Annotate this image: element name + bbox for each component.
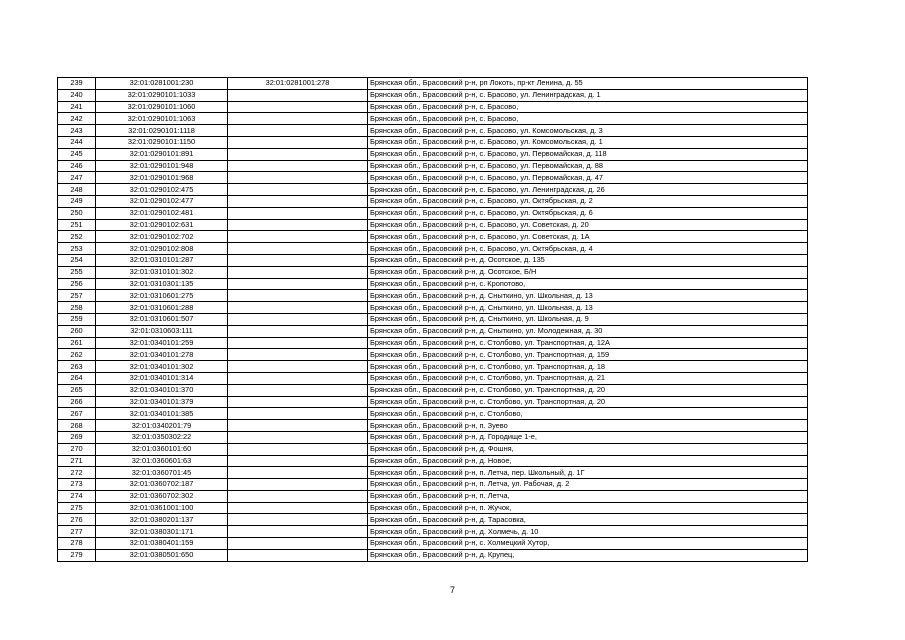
address-cell: Брянская обл., Брасовский р-н, с. Столбово, ул. Транспортная, д. 159 [368, 349, 808, 361]
address-cell: Брянская обл., Брасовский р-н, д. Сныткино, ул. Школьная, д. 9 [368, 313, 808, 325]
address-cell: Брянская обл., Брасовский р-н, с. Холмецкий Хутор, [368, 538, 808, 550]
cadastral-number-cell: 32:01:0310101:287 [96, 254, 228, 266]
address-cell: Брянская обл., Брасовский р-н, с. Столбово, ул. Транспортная, д. 20 [368, 384, 808, 396]
row-number-cell: 245 [58, 148, 96, 160]
row-number-cell: 243 [58, 125, 96, 137]
row-number-cell: 268 [58, 420, 96, 432]
parent-cadastral-number-cell [228, 136, 368, 148]
table-row [58, 408, 808, 420]
cadastral-number-cell: 32:01:0360702:302 [96, 490, 228, 502]
cadastral-number-cell: 32:01:0310603:111 [96, 325, 228, 337]
parent-cadastral-number-cell: 32:01:0281001:278 [228, 78, 368, 90]
cadastral-number-cell: 32:01:0310301:135 [96, 278, 228, 290]
cadastral-number-cell: 32:01:0340101:302 [96, 361, 228, 373]
parent-cadastral-number-cell [228, 172, 368, 184]
cadastral-number-cell: 32:01:0310101:302 [96, 266, 228, 278]
row-number-cell: 242 [58, 113, 96, 125]
parent-cadastral-number-cell [228, 443, 368, 455]
row-number-cell: 278 [58, 538, 96, 550]
parent-cadastral-number-cell [228, 313, 368, 325]
address-cell: Брянская обл., Брасовский р-н, с. Столбово, ул. Транспортная, д. 21 [368, 372, 808, 384]
parent-cadastral-number-cell [228, 184, 368, 196]
table-row [58, 231, 808, 243]
row-number-cell: 272 [58, 467, 96, 479]
cadastral-number-cell: 32:01:0380201:137 [96, 514, 228, 526]
table-row [58, 384, 808, 396]
address-cell: Брянская обл., Брасовский р-н, с. Брасово, ул. Советская, д. 1А [368, 231, 808, 243]
parent-cadastral-number-cell [228, 207, 368, 219]
table-row [58, 125, 808, 137]
property-table [57, 77, 808, 562]
cadastral-number-cell: 32:01:0380501:650 [96, 549, 228, 561]
parent-cadastral-number-cell [228, 113, 368, 125]
cadastral-number-cell: 32:01:0290102:475 [96, 184, 228, 196]
cadastral-number-cell: 32:01:0290101:891 [96, 148, 228, 160]
parent-cadastral-number-cell [228, 125, 368, 137]
row-number-cell: 265 [58, 384, 96, 396]
address-cell: Брянская обл., Брасовский р-н, д. Холмечь, д. 10 [368, 526, 808, 538]
table-row [58, 219, 808, 231]
address-cell: Брянская обл., Брасовский р-н, п. Летча, пер. Школьный, д. 1Г [368, 467, 808, 479]
table-row [58, 113, 808, 125]
table-row [58, 479, 808, 491]
table-row [58, 184, 808, 196]
parent-cadastral-number-cell [228, 431, 368, 443]
cadastral-number-cell: 32:01:0310601:507 [96, 313, 228, 325]
table-row [58, 349, 808, 361]
table-row [58, 101, 808, 113]
address-cell: Брянская обл., Брасовский р-н, д. Крупец, [368, 549, 808, 561]
parent-cadastral-number-cell [228, 479, 368, 491]
address-cell: Брянская обл., Брасовский р-н, с. Брасово, ул. Первомайская, д. 47 [368, 172, 808, 184]
row-number-cell: 276 [58, 514, 96, 526]
table-row [58, 278, 808, 290]
cadastral-number-cell: 32:01:0380401:159 [96, 538, 228, 550]
parent-cadastral-number-cell [228, 278, 368, 290]
parent-cadastral-number-cell [228, 490, 368, 502]
cadastral-number-cell: 32:01:0290102:631 [96, 219, 228, 231]
row-number-cell: 264 [58, 372, 96, 384]
cadastral-number-cell: 32:01:0310601:288 [96, 302, 228, 314]
parent-cadastral-number-cell [228, 384, 368, 396]
parent-cadastral-number-cell [228, 514, 368, 526]
cadastral-number-cell: 32:01:0360701:45 [96, 467, 228, 479]
address-cell: Брянская обл., Брасовский р-н, д. Городище 1-е, [368, 431, 808, 443]
row-number-cell: 267 [58, 408, 96, 420]
table-row [58, 313, 808, 325]
table-row [58, 172, 808, 184]
table-row [58, 136, 808, 148]
cadastral-number-cell: 32:01:0290102:477 [96, 195, 228, 207]
parent-cadastral-number-cell [228, 325, 368, 337]
row-number-cell: 274 [58, 490, 96, 502]
cadastral-number-cell: 32:01:0340101:314 [96, 372, 228, 384]
address-cell: Брянская обл., Брасовский р-н, д. Новое, [368, 455, 808, 467]
page-number: 7 [449, 585, 455, 595]
row-number-cell: 261 [58, 337, 96, 349]
table-row [58, 396, 808, 408]
cadastral-number-cell: 32:01:0340101:379 [96, 396, 228, 408]
cadastral-number-cell: 32:01:0290101:1063 [96, 113, 228, 125]
cadastral-number-cell: 32:01:0360601:63 [96, 455, 228, 467]
cadastral-number-cell: 32:01:0340101:385 [96, 408, 228, 420]
table-row [58, 549, 808, 561]
table-row [58, 78, 808, 90]
row-number-cell: 252 [58, 231, 96, 243]
table-row [58, 243, 808, 255]
row-number-cell: 244 [58, 136, 96, 148]
cadastral-number-cell: 32:01:0290102:702 [96, 231, 228, 243]
address-cell: Брянская обл., Брасовский р-н, с. Брасово, ул. Первомайская, д. 118 [368, 148, 808, 160]
address-cell: Брянская обл., Брасовский р-н, с. Брасово, ул. Первомайская, д. 88 [368, 160, 808, 172]
table-row [58, 502, 808, 514]
parent-cadastral-number-cell [228, 372, 368, 384]
table-row [58, 443, 808, 455]
row-number-cell: 266 [58, 396, 96, 408]
cadastral-number-cell: 32:01:0380301:171 [96, 526, 228, 538]
table-row [58, 467, 808, 479]
cadastral-number-cell: 32:01:0350302:22 [96, 431, 228, 443]
cadastral-number-cell: 32:01:0290101:948 [96, 160, 228, 172]
table-row [58, 148, 808, 160]
cadastral-number-cell: 32:01:0340101:278 [96, 349, 228, 361]
parent-cadastral-number-cell [228, 148, 368, 160]
parent-cadastral-number-cell [228, 467, 368, 479]
row-number-cell: 255 [58, 266, 96, 278]
row-number-cell: 270 [58, 443, 96, 455]
table-row [58, 254, 808, 266]
row-number-cell: 258 [58, 302, 96, 314]
cadastral-number-cell: 32:01:0361001:100 [96, 502, 228, 514]
address-cell: Брянская обл., Брасовский р-н, с. Столбово, ул. Транспортная, д. 18 [368, 361, 808, 373]
parent-cadastral-number-cell [228, 361, 368, 373]
row-number-cell: 246 [58, 160, 96, 172]
table-row [58, 266, 808, 278]
table-row [58, 526, 808, 538]
address-cell: Брянская обл., Брасовский р-н, д. Осотское, Б/Н [368, 266, 808, 278]
address-cell: Брянская обл., Брасовский р-н, с. Столбово, [368, 408, 808, 420]
row-number-cell: 269 [58, 431, 96, 443]
address-cell: Брянская обл., Брасовский р-н, с. Брасово, ул. Октябрьская, д. 6 [368, 207, 808, 219]
row-number-cell: 260 [58, 325, 96, 337]
row-number-cell: 273 [58, 479, 96, 491]
table-row [58, 302, 808, 314]
parent-cadastral-number-cell [228, 243, 368, 255]
cadastral-number-cell: 32:01:0290101:1033 [96, 89, 228, 101]
parent-cadastral-number-cell [228, 337, 368, 349]
address-cell: Брянская обл., Брасовский р-н, с. Брасово, ул. Комсомольская, д. 3 [368, 125, 808, 137]
address-cell: Брянская обл., Брасовский р-н, д. Сныткино, ул. Школьная, д. 13 [368, 290, 808, 302]
row-number-cell: 275 [58, 502, 96, 514]
address-cell: Брянская обл., Брасовский р-н, с. Брасово, ул. Ленинградская, д. 1 [368, 89, 808, 101]
row-number-cell: 241 [58, 101, 96, 113]
cadastral-number-cell: 32:01:0290101:968 [96, 172, 228, 184]
cadastral-number-cell: 32:01:0340201:79 [96, 420, 228, 432]
row-number-cell: 263 [58, 361, 96, 373]
address-cell: Брянская обл., Брасовский р-н, п. Летча, [368, 490, 808, 502]
address-cell: Брянская обл., Брасовский р-н, д. Сныткино, ул. Школьная, д. 13 [368, 302, 808, 314]
parent-cadastral-number-cell [228, 502, 368, 514]
address-cell: Брянская обл., Брасовский р-н, п. Летча, ул. Рабочая, д. 2 [368, 479, 808, 491]
table-row [58, 538, 808, 550]
address-cell: Брянская обл., Брасовский р-н, с. Брасово, ул. Ленинградская, д. 26 [368, 184, 808, 196]
row-number-cell: 262 [58, 349, 96, 361]
cadastral-number-cell: 32:01:0360702:187 [96, 479, 228, 491]
row-number-cell: 257 [58, 290, 96, 302]
parent-cadastral-number-cell [228, 549, 368, 561]
row-number-cell: 271 [58, 455, 96, 467]
parent-cadastral-number-cell [228, 420, 368, 432]
address-cell: Брянская обл., Брасовский р-н, с. Брасово, [368, 101, 808, 113]
parent-cadastral-number-cell [228, 231, 368, 243]
parent-cadastral-number-cell [228, 302, 368, 314]
row-number-cell: 240 [58, 89, 96, 101]
row-number-cell: 254 [58, 254, 96, 266]
cadastral-number-cell: 32:01:0281001:230 [96, 78, 228, 90]
table-row [58, 455, 808, 467]
address-cell: Брянская обл., Брасовский р-н, с. Брасово, [368, 113, 808, 125]
row-number-cell: 250 [58, 207, 96, 219]
address-cell: Брянская обл., Брасовский р-н, с. Брасово, ул. Комсомольская, д. 1 [368, 136, 808, 148]
parent-cadastral-number-cell [228, 455, 368, 467]
address-cell: Брянская обл., Брасовский р-н, с. Брасово, ул. Октябрьская, д. 2 [368, 195, 808, 207]
parent-cadastral-number-cell [228, 349, 368, 361]
address-cell: Брянская обл., Брасовский р-н, с. Кропотово, [368, 278, 808, 290]
address-cell: Брянская обл., Брасовский р-н, д. Осотское, д. 135 [368, 254, 808, 266]
row-number-cell: 251 [58, 219, 96, 231]
parent-cadastral-number-cell [228, 396, 368, 408]
table-body [58, 78, 808, 562]
table-row [58, 490, 808, 502]
address-cell: Брянская обл., Брасовский р-н, с. Брасово, ул. Советская, д. 20 [368, 219, 808, 231]
cadastral-number-cell: 32:01:0360101:60 [96, 443, 228, 455]
row-number-cell: 277 [58, 526, 96, 538]
parent-cadastral-number-cell [228, 290, 368, 302]
parent-cadastral-number-cell [228, 219, 368, 231]
cadastral-number-cell: 32:01:0290101:1118 [96, 125, 228, 137]
cadastral-number-cell: 32:01:0340101:259 [96, 337, 228, 349]
row-number-cell: 249 [58, 195, 96, 207]
address-cell: Брянская обл., Брасовский р-н, с. Столбово, ул. Транспортная, д. 20 [368, 396, 808, 408]
table-row [58, 337, 808, 349]
table-row [58, 290, 808, 302]
row-number-cell: 248 [58, 184, 96, 196]
cadastral-number-cell: 32:01:0290101:1060 [96, 101, 228, 113]
cadastral-number-cell: 32:01:0290102:481 [96, 207, 228, 219]
parent-cadastral-number-cell [228, 408, 368, 420]
cadastral-number-cell: 32:01:0290102:808 [96, 243, 228, 255]
row-number-cell: 247 [58, 172, 96, 184]
table-row [58, 420, 808, 432]
parent-cadastral-number-cell [228, 254, 368, 266]
address-cell: Брянская обл., Брасовский р-н, п. Зуево [368, 420, 808, 432]
address-cell: Брянская обл., Брасовский р-н, д. Тарасовка, [368, 514, 808, 526]
parent-cadastral-number-cell [228, 160, 368, 172]
row-number-cell: 253 [58, 243, 96, 255]
table-row [58, 207, 808, 219]
cadastral-number-cell: 32:01:0290101:1150 [96, 136, 228, 148]
parent-cadastral-number-cell [228, 266, 368, 278]
table-row [58, 372, 808, 384]
table-row [58, 195, 808, 207]
parent-cadastral-number-cell [228, 89, 368, 101]
cadastral-number-cell: 32:01:0310601:275 [96, 290, 228, 302]
address-cell: Брянская обл., Брасовский р-н, рп Локоть, пр-кт Ленина, д. 55 [368, 78, 808, 90]
table-row [58, 325, 808, 337]
table-row [58, 361, 808, 373]
parent-cadastral-number-cell [228, 526, 368, 538]
table-row [58, 431, 808, 443]
table-row [58, 89, 808, 101]
row-number-cell: 279 [58, 549, 96, 561]
address-cell: Брянская обл., Брасовский р-н, с. Брасово, ул. Октябрьская, д. 4 [368, 243, 808, 255]
address-cell: Брянская обл., Брасовский р-н, с. Столбово, ул. Транспортная, д. 12А [368, 337, 808, 349]
address-cell: Брянская обл., Брасовский р-н, д. Сныткино, ул. Молодежная, д. 30 [368, 325, 808, 337]
parent-cadastral-number-cell [228, 195, 368, 207]
parent-cadastral-number-cell [228, 101, 368, 113]
table-row [58, 514, 808, 526]
address-cell: Брянская обл., Брасовский р-н, п. Жучок, [368, 502, 808, 514]
parent-cadastral-number-cell [228, 538, 368, 550]
row-number-cell: 259 [58, 313, 96, 325]
row-number-cell: 256 [58, 278, 96, 290]
table-row [58, 160, 808, 172]
address-cell: Брянская обл., Брасовский р-н, д. Фошня, [368, 443, 808, 455]
row-number-cell: 239 [58, 78, 96, 90]
cadastral-number-cell: 32:01:0340101:370 [96, 384, 228, 396]
